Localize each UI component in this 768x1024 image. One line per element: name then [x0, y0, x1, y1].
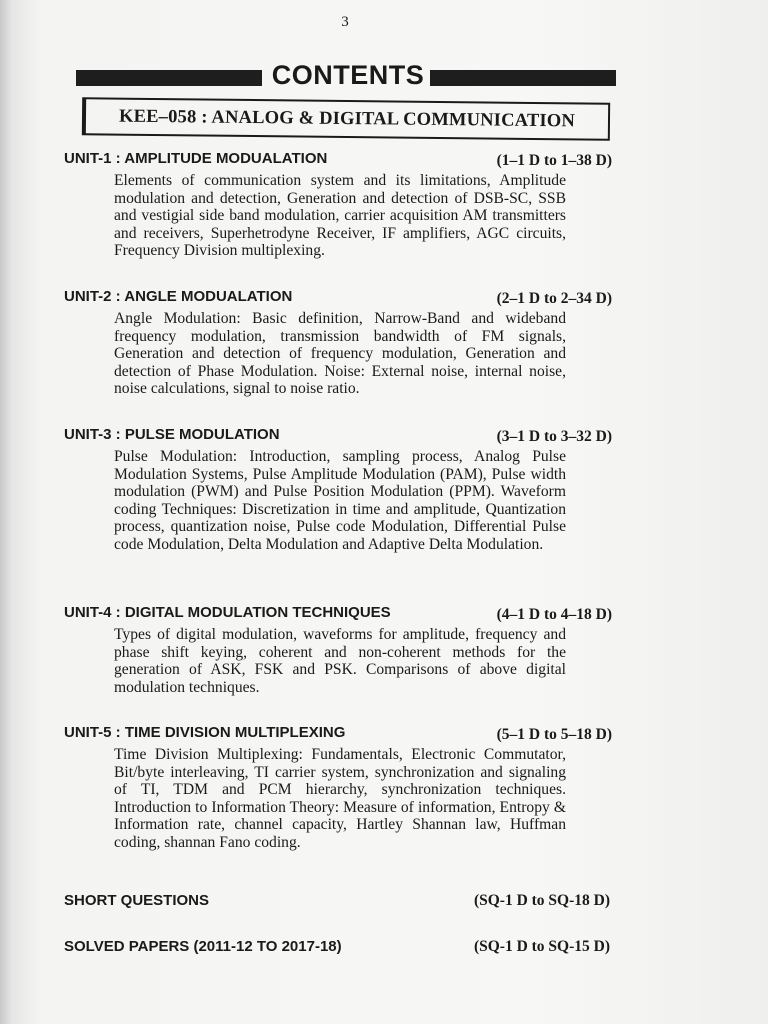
unit-title: UNIT-2 : ANGLE MODUALATION — [64, 288, 293, 305]
unit-heading — [64, 288, 612, 310]
header-rule-left — [76, 70, 262, 86]
short-questions-entry — [64, 892, 610, 914]
unit-2 — [64, 288, 612, 398]
unit-title: UNIT-5 : TIME DIVISION MULTIPLEXING — [64, 724, 346, 741]
entry-label: SOLVED PAPERS (2011-12 TO 2017-18) — [64, 938, 342, 955]
unit-title: UNIT-1 : AMPLITUDE MODUALATION — [64, 150, 328, 167]
unit-title: UNIT-3 : PULSE MODULATION — [64, 426, 280, 443]
unit-page-range: (1–1 D to 1–38 D) — [496, 152, 612, 169]
unit-heading — [64, 604, 612, 626]
entry-page-range: (SQ-1 D to SQ-18 D) — [473, 892, 610, 909]
unit-description: Angle Modulation: Basic definition, Narrow-Band and wideband frequency modulation, transmission bandwidth of FM signals, Generation and detection of frequency modulation, Generation and detection of Phase Modulation. Noise: External noise, internal noise, noise calculations, signal to noise ratio. — [114, 310, 566, 398]
unit-3 — [64, 426, 612, 554]
unit-4 — [64, 604, 612, 696]
unit-5 — [64, 724, 612, 852]
unit-heading — [64, 426, 612, 448]
unit-page-range: (4–1 D to 4–18 D) — [496, 606, 612, 623]
contents-title: CONTENTS — [271, 60, 425, 90]
unit-heading — [64, 150, 612, 172]
unit-title: UNIT-4 : DIGITAL MODULATION TECHNIQUES — [64, 604, 391, 621]
unit-description: Elements of communication system and its limitations, Amplitude modulation and detection, Generation and detection of DSB-SC, SSB and vestigial side band modulation, carrier acquisition AM transmitters and receivers, Superhetrodyne Receiver, IF amplifiers, AGC circuits, Frequency Division multiplexing. — [114, 172, 566, 260]
course-title-box — [82, 97, 610, 141]
header-rule-right — [430, 70, 616, 86]
entry-label: SHORT QUESTIONS — [64, 892, 210, 909]
unit-page-range: (3–1 D to 3–32 D) — [496, 428, 612, 445]
course-title: KEE–058 : ANALOG & DIGITAL COMMUNICATION — [118, 106, 576, 132]
contents-header — [76, 60, 616, 94]
unit-heading — [64, 724, 612, 746]
solved-papers-entry — [64, 938, 610, 960]
unit-description: Types of digital modulation, waveforms for amplitude, frequency and phase shift keying, coherent and non-coherent methods for the generation of ASK, FSK and PSK. Comparisons of above digital modulation techniques. — [114, 626, 566, 696]
unit-description: Pulse Modulation: Introduction, sampling process, Analog Pulse Modulation Systems, Pulse Amplitude Modulation (PAM), Pulse width modulation (PWM) and Pulse Position Modulation (PPM). Waveform coding Techniques: Discretization in time and amplitude, Quantization process, quantization noise, Pulse code Modulation, Differential Pulse code Modulation, Delta Modulation and Adaptive Delta Modulation. — [114, 448, 566, 553]
unit-page-range: (2–1 D to 2–34 D) — [496, 290, 612, 307]
page-number: 3 — [341, 14, 349, 30]
unit-1 — [64, 150, 612, 260]
unit-description: Time Division Multiplexing: Fundamentals, Electronic Commutator, Bit/byte interleaving, TI carrier system, synchronization and signaling of TI, TDM and PCM hierarchy, synchronization techniques. Introduction to Information Theory: Measure of information, Entropy & Information rate, channel capacity, Hartley Shannan law, Huffman coding, shannan Fano coding. — [114, 746, 566, 851]
entry-page-range: (SQ-1 D to SQ-15 D) — [473, 938, 610, 955]
unit-page-range: (5–1 D to 5–18 D) — [496, 726, 612, 743]
